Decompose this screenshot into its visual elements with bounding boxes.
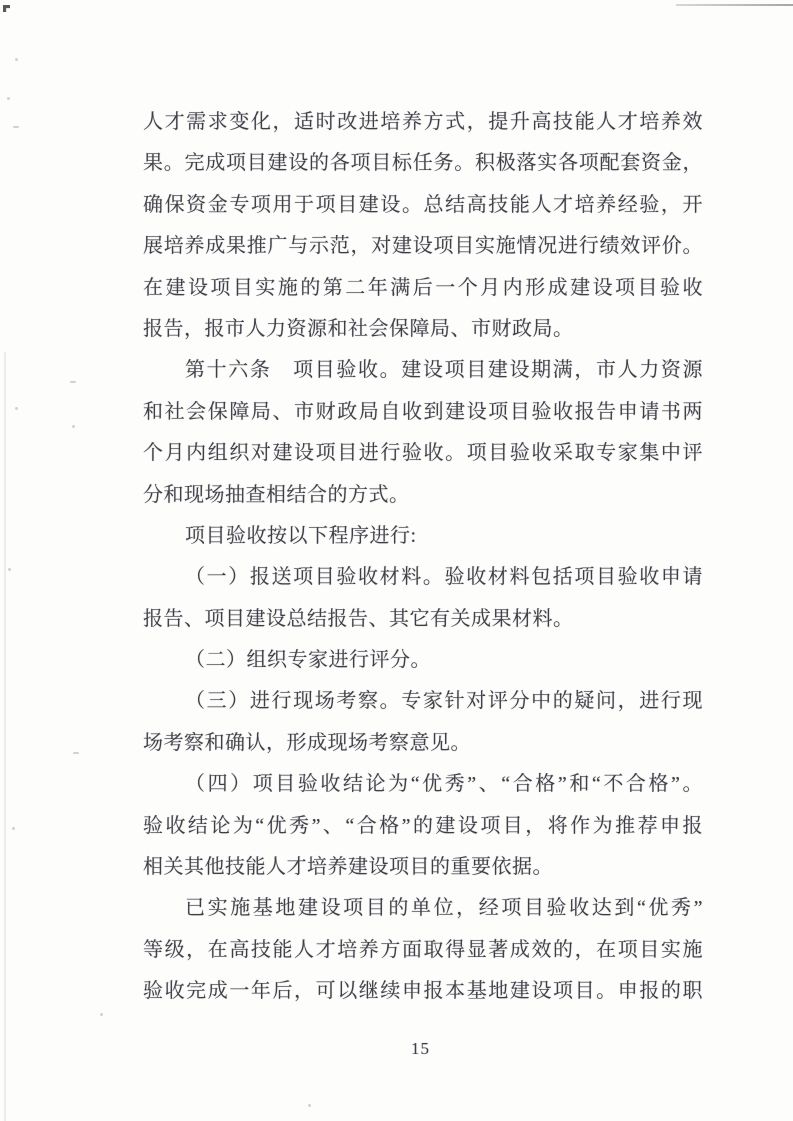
- text-line: 相关其他技能人才培养建设项目的重要依据。: [143, 856, 553, 879]
- text-line: 场考察和确认，形成现场考察意见。: [143, 731, 471, 754]
- text-line: 展培养成果推广与示范，对建设项目实施情况进行绩效评价。: [143, 235, 703, 258]
- scan-edge-line-left: [4, 352, 6, 1121]
- scan-speckle: [15, 58, 18, 61]
- text-line: 在建设项目实施的第二年满后一个月内形成建设项目验收: [143, 276, 703, 299]
- text-line-article-16: 第十六条 项目验收。建设项目建设期满，市人力资源: [185, 359, 703, 382]
- text-line: 验收结论为“优秀”、“合格”的建设项目，将作为推荐申报: [143, 814, 703, 837]
- scan-edge-line-top: [676, 4, 793, 6]
- text-line: 报告，报市人力资源和社会保障局、市财政局。: [143, 317, 574, 340]
- scan-speckle: [8, 568, 11, 571]
- text-line-item-4: （四）项目验收结论为“优秀”、“合格”和“不合格”。: [185, 773, 703, 796]
- text-line: 分和现场抽查相结合的方式。: [143, 483, 410, 506]
- scan-speckle: [13, 126, 19, 128]
- text-line: 果。完成项目建设的各项目标任务。积极落实各项配套资金，: [143, 152, 703, 175]
- scan-speckle: [308, 1104, 311, 1107]
- text-line: 个月内组织对建设项目进行验收。项目验收采取专家集中评: [143, 442, 703, 465]
- text-line: 项目验收按以下程序进行:: [185, 524, 417, 547]
- scan-speckle: [15, 407, 18, 410]
- scan-speckle: [72, 425, 75, 428]
- scan-speckle: [100, 1013, 103, 1016]
- text-line: 确保资金专项用于项目建设。总结高技能人才培养经验，开: [143, 193, 703, 216]
- text-line-item-3: （三）进行现场考察。专家针对评分中的疑问，进行现: [185, 690, 703, 713]
- text-line: 已实施基地建设项目的单位，经项目验收达到“优秀”: [185, 897, 703, 920]
- text-line: 报告、项目建设总结报告、其它有关成果材料。: [143, 607, 574, 630]
- text-line-item-1: （一）报送项目验收材料。验收材料包括项目验收申请: [185, 566, 703, 589]
- scan-speckle: [7, 97, 10, 100]
- scan-corner-mark: [3, 5, 10, 12]
- text-line: 等级，在高技能人才培养方面取得显著成效的，在项目实施: [143, 938, 703, 961]
- text-line: 验收完成一年后，可以继续申报本基地建设项目。申报的职: [143, 980, 703, 1003]
- scan-speckle: [70, 381, 76, 383]
- scan-speckle: [73, 752, 79, 754]
- page-footer: [0, 1039, 793, 1059]
- text-line: 和社会保障局、市财政局自收到建设项目验收报告申请书两: [143, 400, 703, 423]
- scan-speckle: [12, 827, 15, 830]
- text-line: 人才需求变化，适时改进培养方式，提升高技能人才培养效: [143, 111, 703, 133]
- page-number: 15: [411, 1039, 430, 1058]
- text-line-item-2: （二）组织专家进行评分。: [185, 649, 431, 672]
- body-text: [143, 102, 703, 1013]
